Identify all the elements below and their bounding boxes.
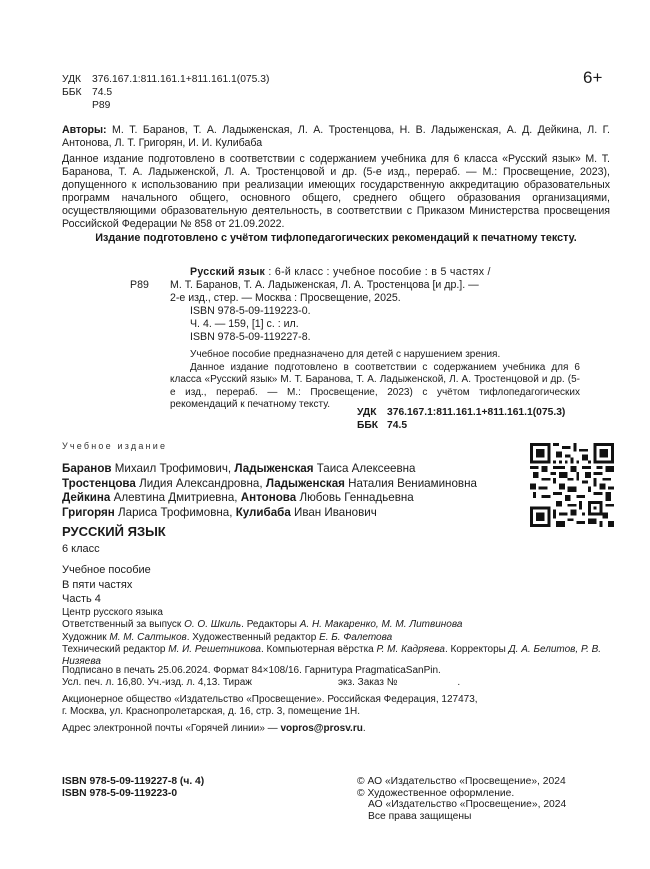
credit-person: М. И. Решетникова (168, 643, 261, 655)
bbk-label: ББК (62, 87, 82, 98)
tiflo-note: Издание подготовлено с учётом тифлопедагогических рекомендаций к печатному тексту. (95, 232, 577, 244)
publisher-line-1: Акционерное общество «Издательство «Просвещение». Российская Федерация, 127473, (62, 694, 478, 705)
card-classification (357, 406, 565, 432)
authors-label: Авторы: (62, 124, 107, 136)
copyright-line-4: Все права защищены (368, 811, 472, 823)
copyright-line-3: АО «Издательство «Просвещение», 2024 (368, 799, 567, 811)
person-surname: Григорян (62, 505, 115, 519)
print-info (62, 665, 622, 690)
credit-person: О. О. Шкиль (184, 619, 242, 631)
hotline-email (62, 722, 366, 735)
credit-person: А. Н. Макаренко, М. М. Литвинова (299, 619, 463, 631)
person-name: Лариса Трофимовна, (114, 505, 236, 519)
credit-person: Е. Б. Фалетова (319, 631, 393, 643)
card-udk-value: 376.167.1:811.161.1+811.161.1(075.3) (387, 407, 566, 418)
card-cipher: Р89 (130, 279, 149, 291)
about-paragraph: Данное издание подготовлено в соответствии с содержанием учебника для 6 класса «Русский язык» М. Т. Баранова, Т. А. Ладыженской, Л. А. Тростенцовой и др. (5-е изд., перераб. — М.: Просвещение, 2023), допущенного к использованию при реализации имеющих государственную аккредитацию образовательных программ начального общего, основного общего, среднего общего образования организациями, осуществляющими образовательную деятельность, в соответствии с Приказом Министерства просвещения Российской Федерации № 858 от 21.09.2022. (62, 153, 610, 230)
person-surname: Ладыженская (234, 462, 314, 475)
isbn-part: ISBN 978-5-09-119227-8 (ч. 4) (62, 776, 205, 787)
person-surname: Баранов (62, 462, 112, 475)
card-note-1: Учебное пособие предназначено для детей с нарушением зрения. (190, 349, 501, 360)
credits-block (62, 607, 622, 668)
card-bbk-label: ББК (357, 420, 379, 431)
card-part-info: Ч. 4. — 159, [1] с. : ил. (190, 318, 299, 330)
isbn-set: ISBN 978-5-09-119223-0 (62, 788, 178, 799)
email-label: Адрес электронной почты «Горячей линии» — (62, 723, 281, 734)
email-end: . (362, 723, 366, 734)
card-title: Русский язык (190, 266, 266, 278)
book-part: Часть 4 (62, 593, 101, 605)
person-name: Любовь Геннадьевна (296, 491, 414, 504)
credits-line-1 (62, 619, 622, 631)
credit-person: М. М. Салтыков (109, 631, 187, 643)
card-isbn-set: ISBN 978-5-09-119223-0. (190, 305, 311, 317)
person-surname: Кулибаба (235, 505, 291, 519)
person-surname: Антонова (240, 491, 297, 504)
person-surname: Ладыженская (265, 476, 345, 490)
person-row (62, 462, 477, 477)
credit-label: Ответственный за выпуск (62, 619, 185, 631)
credit-label: . Компьютерная вёрстка (260, 643, 377, 655)
person-row (62, 506, 477, 521)
authors-full-names (62, 462, 477, 520)
card-edition: 2-е изд., стер. — Москва : Просвещение, 2025. (170, 292, 401, 304)
card-note (170, 349, 580, 412)
book-title: РУССКИЙ ЯЗЫК (62, 524, 166, 539)
bbk-value: 74.5 (92, 87, 113, 98)
person-name: Таиса Алексеевна (313, 462, 416, 475)
authors-line (62, 124, 610, 150)
card-bbk-value: 74.5 (387, 420, 408, 431)
person-surname: Тростенцова (62, 476, 136, 490)
credit-label: . Художественный редактор (186, 631, 320, 643)
person-name: Наталия Вениаминовна (344, 476, 477, 490)
publisher-line-2: г. Москва, ул. Краснопролетарская, д. 16, стр. 3, помещение 1Н. (62, 706, 360, 718)
card-udk-label: УДК (357, 407, 377, 418)
book-parts: В пяти частях (62, 578, 133, 591)
copyright-line-2: © Художественное оформление. (357, 787, 515, 799)
authors-list: М. Т. Баранов, Т. А. Ладыженская, Л. А. Тростенцова, Н. В. Ладыженская, А. Д. Дейкина, Л. Г. Антонова, Л. Т. Григорян, И. И. Кулибаба (62, 124, 610, 149)
credit-person: Д. А. Белитов, Р. В. Низяева (62, 643, 602, 668)
signed-line: Подписано в печать 25.06.2024. Формат 84×108/16. Гарнитура PragmaticaSanPin. (62, 665, 441, 676)
udk-label: УДК (62, 74, 82, 85)
credit-label: . Редакторы (241, 619, 300, 631)
card-note-2: Данное издание подготовлено в соответствии с содержанием учебника для 6 класса «Русский язык» М. Т. Баранова, Т. А. Ладыженской, Л. А. Тростенцовой и др. (5-е изд., перераб. — М.: Просвещение, 2023) с учётом тифлопедагогических рекомендаций к печатному тексту. (170, 361, 580, 410)
credit-person: Р. М. Кадряева (376, 643, 445, 655)
email-link[interactable]: vopros@prosv.ru (280, 723, 363, 734)
edition-type: Учебное издание (62, 441, 168, 451)
person-name: Иван Иванович (290, 505, 377, 519)
person-row (62, 477, 477, 492)
center-name: Центр русского языка (62, 607, 163, 618)
catalog-card (130, 266, 580, 412)
person-row (62, 491, 477, 506)
copyright-block (357, 776, 566, 823)
copies-text: экз. Заказ № (337, 677, 398, 689)
card-isbn-part: ISBN 978-5-09-119227-8. (190, 331, 311, 343)
card-title-line (170, 266, 580, 279)
book-kind: Учебное пособие (62, 564, 151, 576)
credit-label: Художник (62, 631, 110, 643)
person-name: Лидия Александровна, (135, 476, 266, 490)
publisher-address (62, 694, 622, 719)
age-rating: 6+ (583, 68, 603, 87)
person-name: Михаил Трофимович, (111, 462, 235, 475)
udk-value: 376.167.1:811.161.1+811.161.1(075.3) (92, 74, 270, 85)
person-name: Алевтина Дмитриевна, (110, 491, 241, 504)
book-kind-block (62, 563, 151, 607)
author-mark: Р89 (92, 100, 111, 111)
isbn-block (62, 776, 204, 800)
classification-block (62, 73, 269, 112)
credit-label: . Корректоры (444, 643, 509, 655)
qr-code-icon[interactable] (530, 443, 614, 527)
copyright-line-1: © АО «Издательство «Просвещение», 2024 (357, 776, 566, 787)
card-title-rest: : 6-й класс : учебное пособие : в 5 частях / (265, 266, 491, 278)
person-surname: Дейкина (62, 491, 111, 504)
sheets-line (62, 677, 622, 689)
credits-line-2 (62, 632, 622, 644)
card-authors: М. Т. Баранов, Т. А. Ладыженская, Л. А. Тростенцова [и др.]. — (170, 279, 479, 291)
book-grade: 6 класс (62, 543, 100, 555)
sheets-text: Усл. печ. л. 16,80. Уч.-изд. л. 4,13. Тираж (62, 677, 252, 689)
print-end: . (457, 677, 461, 689)
credit-label: Технический редактор (62, 643, 169, 655)
